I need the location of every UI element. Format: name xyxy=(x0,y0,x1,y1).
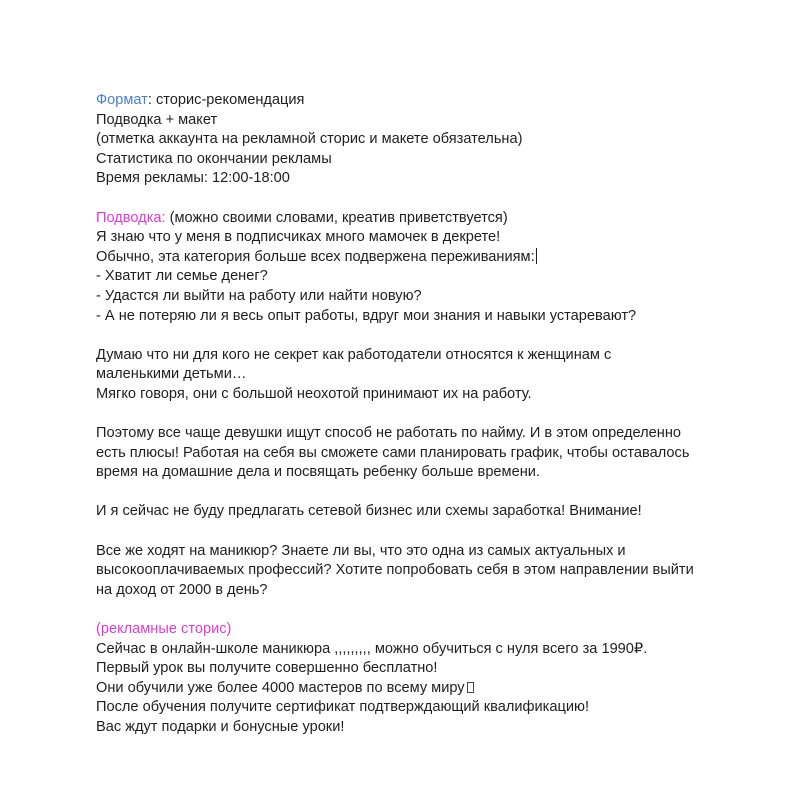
intro-label: Подводка: xyxy=(96,209,166,226)
paragraph-line: время на домашние дела и посвящать ребенку больше времени. xyxy=(96,464,540,481)
missing-glyph-icon xyxy=(467,682,474,693)
format-line: Подводка + макет xyxy=(96,111,218,128)
format-line: Время рекламы: 12:00-18:00 xyxy=(96,170,290,187)
blank-line xyxy=(96,600,716,620)
intro-line: - А не потеряю ли я весь опыт работы, вдруг мои знания и навыки устаревают? xyxy=(96,307,637,324)
intro-line: - Удастся ли выйти на работу или найти новую? xyxy=(96,287,422,304)
paragraph-line: Поэтому все чаще девушки ищут способ не работать по найму. И в этом определенно xyxy=(96,425,681,442)
intro-note: (можно своими словами, креатив приветствуется) xyxy=(165,209,508,226)
paragraph-line: Думаю что ни для кого не секрет как работодатели относятся к женщинам с xyxy=(96,346,612,363)
intro-line: Обычно, эта категория больше всех подвержена переживаниям: xyxy=(96,248,535,265)
intro-line: Я знаю что у меня в подписчиках много мамочек в декрете! xyxy=(96,229,501,246)
format-header-line xyxy=(96,91,716,111)
paragraph-line: Все же ходят на маникюр? Знаете ли вы, что это одна из самых актуальных и xyxy=(96,542,626,559)
document-body[interactable] xyxy=(96,91,716,738)
intro-header-line xyxy=(96,209,716,229)
format-value: : сторис-рекомендация xyxy=(147,92,305,108)
ad-label: (рекламные сторис) xyxy=(96,621,232,638)
intro-line: - Хватит ли семье денег? xyxy=(96,268,268,285)
ad-line: Вас ждут подарки и бонусные уроки! xyxy=(96,719,345,735)
paragraph-line: И я сейчас не буду предлагать сетевой бизнес или схемы заработка! Внимание! xyxy=(96,503,642,520)
paragraph-line: есть плюсы! Работая на себя вы сможете сами планировать график, чтобы оставалось xyxy=(96,444,690,461)
paragraph-line: Мягко говоря, они с большой неохотой принимают их на работу. xyxy=(96,385,532,402)
blank-line xyxy=(96,483,716,503)
ad-line: После обучения получите сертификат подтверждающий квалификацию! xyxy=(96,699,590,716)
ad-line: Первый урок вы получите совершенно бесплатно! xyxy=(96,660,438,677)
paragraph-line: маленькими детьми… xyxy=(96,366,247,383)
paragraph-line: высокооплачиваемых профессий? Хотите попробовать себя в этом направлении выйти xyxy=(96,562,694,579)
intro-line-with-cursor xyxy=(96,248,716,268)
format-label: Формат xyxy=(96,92,148,108)
blank-line xyxy=(96,326,716,346)
paragraph-line: на доход от 2000 в день? xyxy=(96,581,268,598)
blank-line xyxy=(96,189,716,209)
ad-line: Они обучили уже более 4000 мастеров по всему миру xyxy=(96,679,465,696)
format-line: Статистика по окончании рекламы xyxy=(96,150,332,167)
text-cursor xyxy=(536,248,537,264)
ad-line-with-glyph xyxy=(96,679,716,699)
ad-line: Сейчас в онлайн-школе маникюра ,,,,,,,,, можно обучиться с нуля всего за 1990₽. xyxy=(96,640,648,657)
format-line: (отметка аккаунта на рекламной сторис и макете обязательна) xyxy=(96,131,523,148)
blank-line xyxy=(96,405,716,425)
blank-line xyxy=(96,522,716,542)
